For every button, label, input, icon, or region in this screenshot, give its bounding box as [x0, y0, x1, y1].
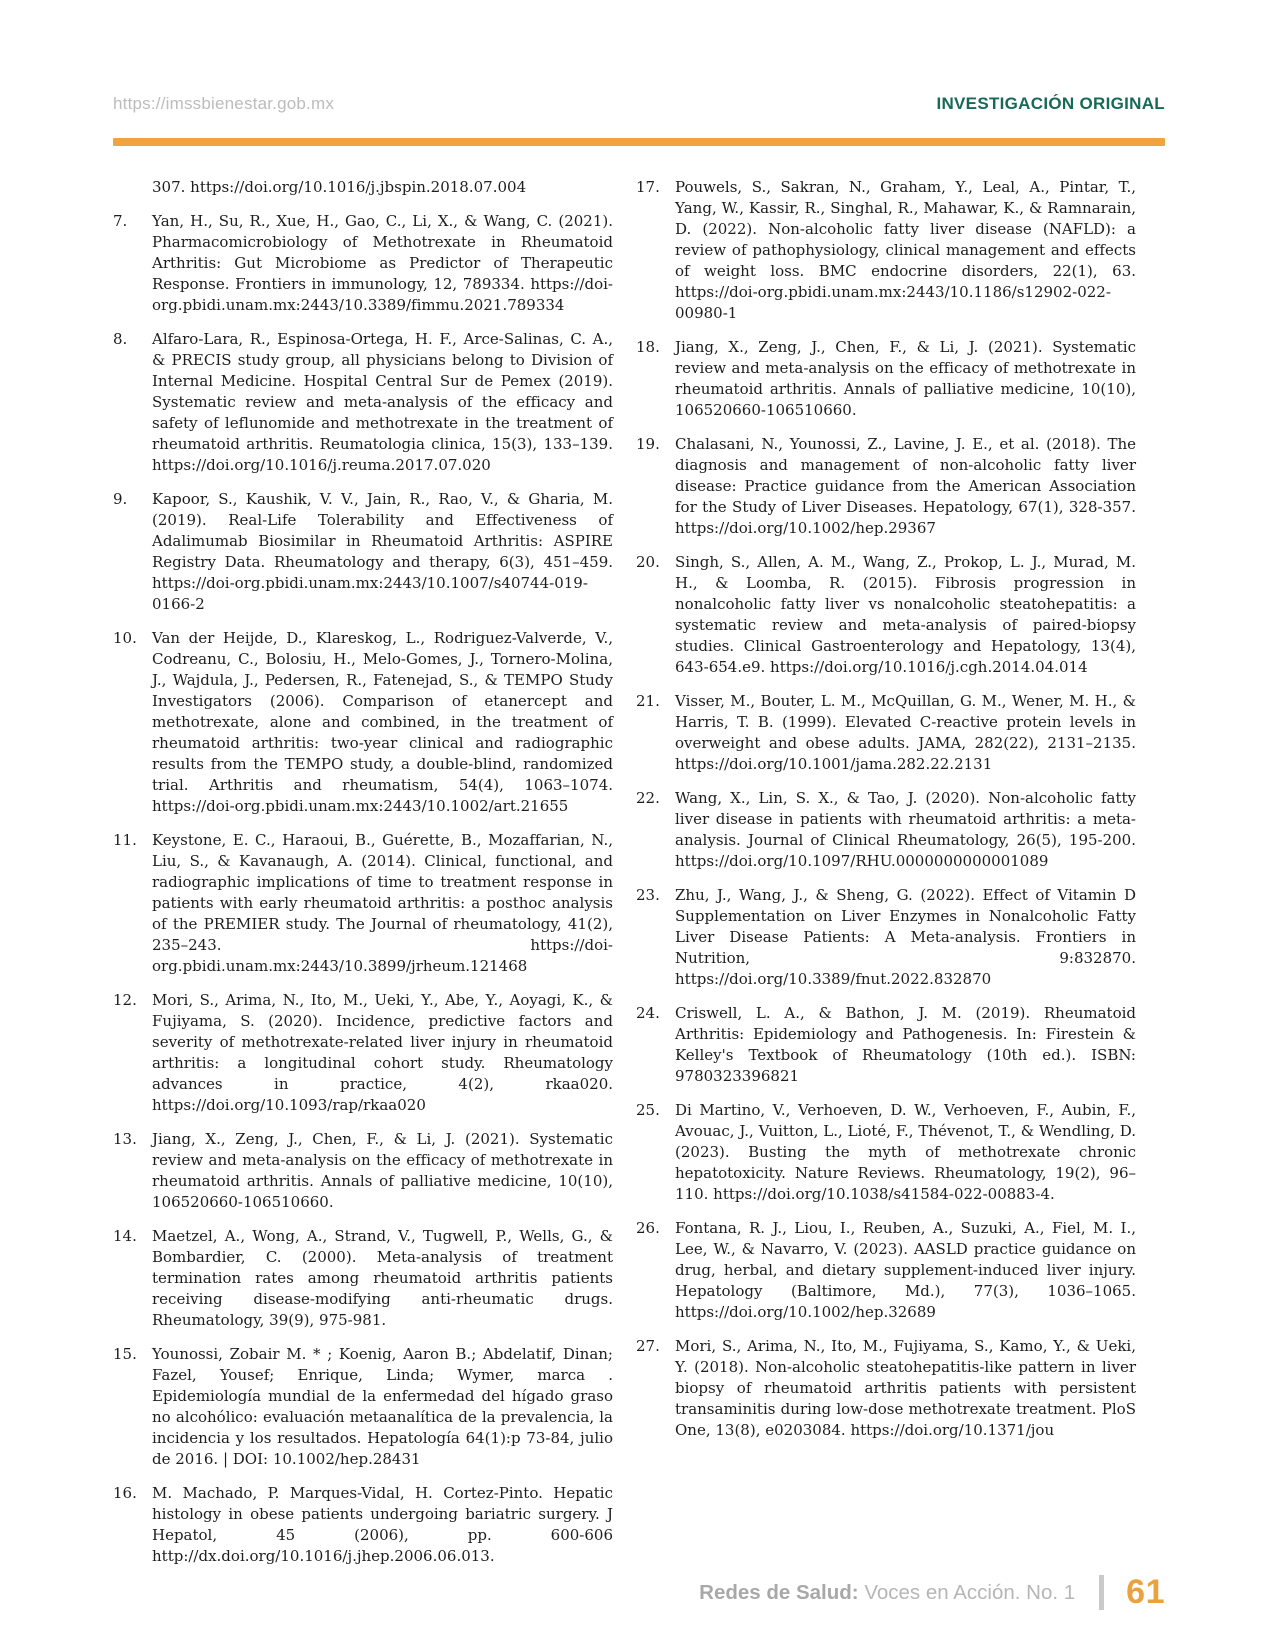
- reference-number: 22.: [636, 789, 660, 807]
- reference-item: [636, 177, 1136, 324]
- journal-name: [699, 1581, 1075, 1605]
- reference-number: 21.: [636, 692, 660, 710]
- reference-number: 19.: [636, 435, 660, 453]
- reference-number: 27.: [636, 1337, 660, 1355]
- reference-number: 26.: [636, 1219, 660, 1237]
- reference-text: Yan, H., Su, R., Xue, H., Gao, C., Li, X., & Wang, C. (2021). Pharmacomicrobiology of Methotrexate in Rheumatoid Arthritis: Gut Microbiome as Predictor of Therapeutic Response. Frontiers in immunology, 12, 789334. https://doi-org.pbidi.unam.mx:2443/10.3389/fimmu.2021.789334: [152, 212, 613, 314]
- reference-text: Keystone, E. C., Haraoui, B., Guérette, B., Mozaffarian, N., Liu, S., & Kavanaugh, A. (2014). Clinical, functional, and radiographic implications of time to treatment response in patients with early rheumatoid arthritis: a posthoc analysis of the PREMIER study. The Journal of rheumatology, 41(2), 235–243. https://doi-org.pbidi.unam.mx:2443/10.3899/jrheum.121468: [152, 831, 613, 975]
- reference-item: [113, 1344, 613, 1470]
- reference-text: Mori, S., Arima, N., Ito, M., Fujiyama, S., Kamo, Y., & Ueki, Y. (2018). Non-alcoholic steatohepatitis-like pattern in liver biopsy of rheumatoid arthritis patients with persistent transaminitis during low-dose methotrexate treatment. PloS One, 13(8), e0203084. https://doi.org/10.1371/jou: [675, 1337, 1136, 1439]
- reference-item: [113, 329, 613, 476]
- reference-item: [113, 628, 613, 817]
- header-url: https://imssbienestar.gob.mx: [113, 94, 335, 113]
- reference-item: [636, 552, 1136, 678]
- reference-number: 10.: [113, 629, 137, 647]
- reference-number: 15.: [113, 1345, 137, 1363]
- page-header: [113, 0, 1165, 114]
- journal-name-rest: Voces en Acción. No. 1: [858, 1580, 1076, 1604]
- reference-item: [113, 990, 613, 1116]
- reference-number: 12.: [113, 991, 137, 1009]
- reference-text: Mori, S., Arima, N., Ito, M., Ueki, Y., Abe, Y., Aoyagi, K., & Fujiyama, S. (2020). Incidence, predictive factors and severity of methotrexate-related liver injury in rheumatoid arthritis: a longitudinal cohort study. Rheumatology advances in practice, 4(2), rkaa020. https://doi.org/10.1093/rap/rkaa020: [152, 991, 613, 1114]
- reference-text: Jiang, X., Zeng, J., Chen, F., & Li, J. (2021). Systematic review and meta-analysis on the efficacy of methotrexate in rheumatoid arthritis. Annals of palliative medicine, 10(10), 106520660-106510660.: [152, 1130, 613, 1211]
- reference-item: [113, 1129, 613, 1213]
- reference-item: [113, 211, 613, 316]
- reference-item: [636, 885, 1136, 990]
- reference-text: Van der Heijde, D., Klareskog, L., Rodriguez-Valverde, V., Codreanu, C., Bolosiu, H., Melo-Gomes, J., Tornero-Molina, J., Wajdula, J., Pedersen, R., Fatenejad, S., & TEMPO Study Investigators (2006). Comparison of etanercept and methotrexate, alone and combined, in the treatment of rheumatoid arthritis: two-year clinical and radiographic results from the TEMPO study, a double-blind, randomized trial. Arthritis and rheumatism, 54(4), 1063–1074. https://doi-org.pbidi.unam.mx:2443/10.1002/art.21655: [152, 629, 613, 815]
- section-label: INVESTIGACIÓN ORIGINAL: [936, 94, 1165, 113]
- accent-rule: [113, 138, 1165, 146]
- reference-item: [636, 788, 1136, 872]
- reference-text: Chalasani, N., Younossi, Z., Lavine, J. E., et al. (2018). The diagnosis and management of non-alcoholic fatty liver disease: Practice guidance from the American Association for the Study of Liver Diseases. Hepatology, 67(1), 328-357. https://doi.org/10.1002/hep.29367: [675, 435, 1136, 537]
- reference-item: [113, 1483, 613, 1567]
- reference-item: [636, 1336, 1136, 1441]
- reference-text: 307. https://doi.org/10.1016/j.jbspin.2018.07.004: [152, 178, 527, 196]
- reference-item: [113, 830, 613, 977]
- reference-text: Younossi, Zobair M. * ; Koenig, Aaron B.; Abdelatif, Dinan; Fazel, Yousef; Enrique, Linda; Wymer, marca . Epidemiología mundial de la enfermedad del hígado graso no alcohólico: evaluación metaanalítica de la prevalencia, la incidencia y los resultados. Hepatología 64(1):p 73-84, julio de 2016. | DOI: 10.1002/hep.28431: [152, 1345, 613, 1468]
- reference-item: [636, 1218, 1136, 1323]
- reference-text: M. Machado, P. Marques-Vidal, H. Cortez-Pinto. Hepatic histology in obese patients undergoing bariatric surgery. J Hepatol, 45 (2006), pp. 600-606 http://dx.doi.org/10.1016/j.jhep.2006.06.013.: [152, 1484, 613, 1565]
- reference-text: Singh, S., Allen, A. M., Wang, Z., Prokop, L. J., Murad, M. H., & Loomba, R. (2015). Fibrosis progression in nonalcoholic fatty liver vs nonalcoholic steatohepatitis: a systematic review and meta-analysis of paired-biopsy studies. Clinical Gastroenterology and Hepatology, 13(4), 643-654.e9. https://doi.org/10.1016/j.cgh.2014.04.014: [675, 553, 1136, 676]
- references-column-left: [113, 177, 613, 1567]
- reference-number: 23.: [636, 886, 660, 904]
- reference-item: [636, 691, 1136, 775]
- journal-name-bold: Redes de Salud:: [699, 1580, 859, 1604]
- reference-text: Alfaro-Lara, R., Espinosa-Ortega, H. F., Arce-Salinas, C. A., & PRECIS study group, all physicians belong to Division of Internal Medicine. Hospital Central Sur de Pemex (2019). Systematic review and meta-analysis of the efficacy and safety of leflunomide and methotrexate in the treatment of rheumatoid arthritis. Reumatologia clinica, 15(3), 133–139. https://doi.org/10.1016/j.reuma.2017.07.020: [152, 330, 613, 474]
- reference-item: [113, 1226, 613, 1331]
- reference-item: [113, 177, 613, 198]
- reference-item: [636, 434, 1136, 539]
- page-footer: [699, 1573, 1165, 1612]
- reference-item: [636, 337, 1136, 421]
- reference-text: Pouwels, S., Sakran, N., Graham, Y., Leal, A., Pintar, T., Yang, W., Kassir, R., Singhal, R., Mahawar, K., & Ramnarain, D. (2022). Non-alcoholic fatty liver disease (NAFLD): a review of pathophysiology, clinical management and effects of weight loss. BMC endocrine disorders, 22(1), 63. https://doi-org.pbidi.unam.mx:2443/10.1186/s12902-022-00980-1: [675, 178, 1136, 322]
- reference-number: 8.: [113, 330, 128, 348]
- reference-number: 9.: [113, 490, 128, 508]
- reference-text: Maetzel, A., Wong, A., Strand, V., Tugwell, P., Wells, G., & Bombardier, C. (2000). Meta-analysis of treatment termination rates among rheumatoid arthritis patients receiving disease-modifying anti-rheumatic drugs. Rheumatology, 39(9), 975-981.: [152, 1227, 613, 1329]
- reference-text: Jiang, X., Zeng, J., Chen, F., & Li, J. (2021). Systematic review and meta-analysis on the efficacy of methotrexate in rheumatoid arthritis. Annals of palliative medicine, 10(10), 106520660-106510660.: [675, 338, 1136, 419]
- footer-separator-bar: [1099, 1575, 1104, 1610]
- references-column-right: [636, 177, 1136, 1567]
- reference-number: 14.: [113, 1227, 137, 1245]
- reference-number: 17.: [636, 178, 660, 196]
- reference-item: [636, 1003, 1136, 1087]
- reference-item: [636, 1100, 1136, 1205]
- reference-number: 7.: [113, 212, 128, 230]
- reference-text: Kapoor, S., Kaushik, V. V., Jain, R., Rao, V., & Gharia, M. (2019). Real-Life Tolerability and Effectiveness of Adalimumab Biosimilar in Rheumatoid Arthritis: ASPIRE Registry Data. Rheumatology and therapy, 6(3), 451–459. https://doi-org.pbidi.unam.mx:2443/10.1007/s40744-019-0166-2: [152, 490, 613, 613]
- reference-text: Criswell, L. A., & Bathon, J. M. (2019). Rheumatoid Arthritis: Epidemiology and Pathogenesis. In: Firestein & Kelley's Textbook of Rheumatology (10th ed.). ISBN: 9780323396821: [675, 1004, 1136, 1085]
- reference-text: Zhu, J., Wang, J., & Sheng, G. (2022). Effect of Vitamin D Supplementation on Liver Enzymes in Nonalcoholic Fatty Liver Disease Patients: A Meta-analysis. Frontiers in Nutrition, 9:832870. https://doi.org/10.3389/fnut.2022.832870: [675, 886, 1136, 988]
- reference-item: [113, 489, 613, 615]
- reference-text: Fontana, R. J., Liou, I., Reuben, A., Suzuki, A., Fiel, M. I., Lee, W., & Navarro, V. (2023). AASLD practice guidance on drug, herbal, and dietary supplement-induced liver injury. Hepatology (Baltimore, Md.), 77(3), 1036–1065. https://doi.org/10.1002/hep.32689: [675, 1219, 1136, 1321]
- reference-text: Visser, M., Bouter, L. M., McQuillan, G. M., Wener, M. H., & Harris, T. B. (1999). Elevated C-reactive protein levels in overweight and obese adults. JAMA, 282(22), 2131–2135. https://doi.org/10.1001/jama.282.22.2131: [675, 692, 1136, 773]
- references-columns: [113, 177, 1165, 1567]
- reference-number: 20.: [636, 553, 660, 571]
- page-number: 61: [1126, 1573, 1165, 1611]
- reference-number: 16.: [113, 1484, 137, 1502]
- reference-number: [113, 177, 152, 198]
- reference-text: Wang, X., Lin, S. X., & Tao, J. (2020). Non-alcoholic fatty liver disease in patients with rheumatoid arthritis: a meta-analysis. Journal of Clinical Rheumatology, 26(5), 195-200. https://doi.org/10.1097/RHU.0000000000001089: [675, 789, 1136, 870]
- reference-number: 18.: [636, 338, 660, 356]
- reference-number: 11.: [113, 831, 137, 849]
- reference-number: 13.: [113, 1130, 137, 1148]
- reference-number: 24.: [636, 1004, 660, 1022]
- reference-text: Di Martino, V., Verhoeven, D. W., Verhoeven, F., Aubin, F., Avouac, J., Vuitton, L., Lioté, F., Thévenot, T., & Wendling, D. (2023). Busting the myth of methotrexate chronic hepatotoxicity. Nature Reviews. Rheumatology, 19(2), 96–110. https://doi.org/10.1038/s41584-022-00883-4.: [675, 1101, 1136, 1203]
- reference-number: 25.: [636, 1101, 660, 1119]
